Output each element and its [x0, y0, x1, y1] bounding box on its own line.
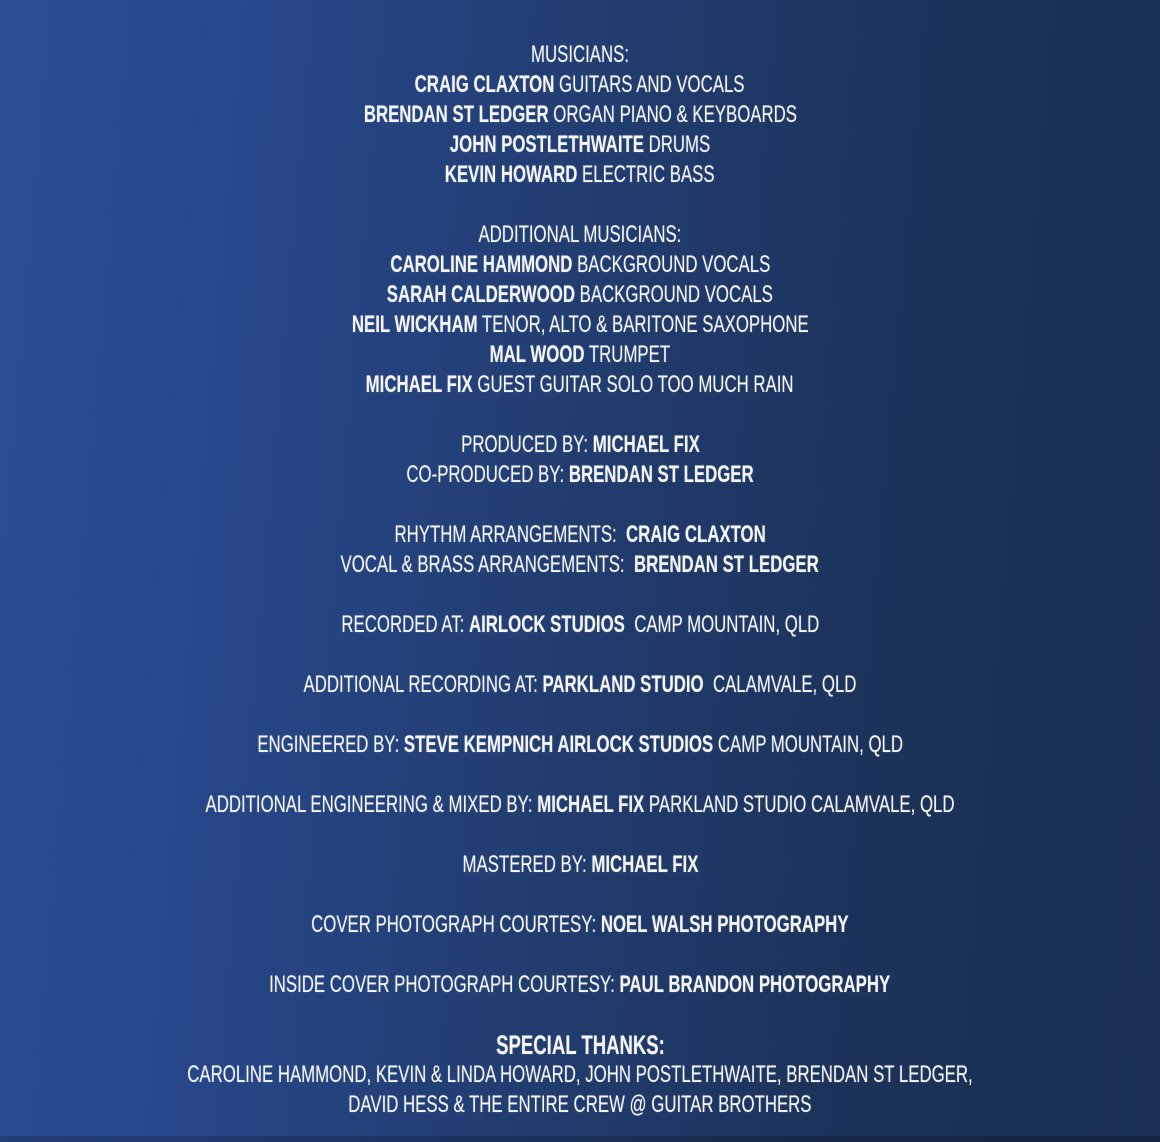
- credit-line: [0, 310, 1160, 340]
- credit-line-text: [406, 460, 753, 490]
- credit-line: [0, 1030, 1160, 1060]
- credit-role-segment: INSIDE COVER PHOTOGRAPH COURTESY:: [269, 971, 620, 998]
- credit-role-segment: MASTERED BY:: [462, 851, 591, 878]
- credits-section-producers: [0, 430, 1160, 490]
- credit-role-segment: GUEST GUITAR SOLO TOO MUCH RAIN: [473, 371, 794, 398]
- credit-role-segment: TRUMPET: [584, 341, 671, 368]
- credit-name-segment: BRENDAN ST LEDGER: [634, 551, 820, 578]
- credit-line-text: [363, 100, 796, 130]
- credit-line-text: [461, 430, 700, 460]
- credit-role-segment: GUITARS AND VOCALS: [554, 71, 745, 98]
- credit-name-segment: MICHAEL FIX: [590, 851, 698, 878]
- credit-line: [0, 70, 1160, 100]
- credits-section-mastered-by: [0, 850, 1160, 880]
- credit-role-segment: ADDITIONAL MUSICIANS:: [478, 221, 682, 248]
- credit-role-segment: PRODUCED BY:: [460, 431, 593, 458]
- credit-name-segment: MICHAEL FIX: [537, 791, 645, 818]
- credit-line: [0, 910, 1160, 940]
- credit-line-text: [257, 730, 903, 760]
- credit-line: [0, 1090, 1160, 1120]
- credit-line-text: [341, 610, 819, 640]
- credit-line-text: [390, 250, 770, 280]
- credit-name-segment: MICHAEL FIX: [366, 371, 474, 398]
- credit-line-text: [394, 520, 765, 550]
- credit-line: [0, 40, 1160, 70]
- credit-name-segment: NOEL WALSH PHOTOGRAPHY: [601, 911, 849, 938]
- credit-name-segment: PARKLAND STUDIO: [542, 671, 704, 698]
- credit-line-text: [462, 850, 698, 880]
- credit-line-text: [205, 790, 954, 820]
- credit-role-segment: BACKGROUND VOCALS: [572, 251, 770, 278]
- credit-line: [0, 850, 1160, 880]
- credit-line-text: [304, 670, 857, 700]
- credit-line-text: [445, 160, 715, 190]
- credit-role-segment: VOCAL & BRASS ARRANGEMENTS:: [340, 551, 635, 578]
- credit-role-segment: ENGINEERED BY:: [257, 731, 404, 758]
- credits-section-inside-cover-photograph: [0, 970, 1160, 1000]
- credit-name-segment: SARAH CALDERWOOD: [386, 281, 576, 308]
- credits-section-musicians: [0, 40, 1160, 190]
- credit-line: [0, 340, 1160, 370]
- credit-line: [0, 970, 1160, 1000]
- credit-line-text: [341, 550, 819, 580]
- credit-line: [0, 460, 1160, 490]
- credits-section-additional-engineering: [0, 790, 1160, 820]
- credit-role-segment: TENOR, ALTO & BARITONE SAXOPHONE: [477, 311, 809, 338]
- credit-line-text: [387, 280, 773, 310]
- credit-line: [0, 1060, 1160, 1090]
- credit-role-segment: CALAMVALE, QLD: [703, 671, 857, 698]
- credit-line-text: [348, 1090, 811, 1120]
- credit-line: [0, 280, 1160, 310]
- credit-role-segment: MUSICIANS:: [530, 41, 629, 68]
- credit-line-text: [352, 310, 809, 340]
- credit-line-text: [311, 910, 848, 940]
- credit-name-segment: MICHAEL FIX: [592, 431, 700, 458]
- credit-role-segment: DAVID HESS & THE ENTIRE CREW @ GUITAR BROTHERS: [348, 1091, 812, 1118]
- credit-line-text: [415, 70, 745, 100]
- credit-name-segment: PAUL BRANDON PHOTOGRAPHY: [619, 971, 891, 998]
- credit-role-segment: CAMP MOUNTAIN, QLD: [713, 731, 903, 758]
- credits-section-arrangements: [0, 520, 1160, 580]
- credit-line: [0, 670, 1160, 700]
- credit-name-segment: MAL WOOD: [489, 341, 585, 368]
- credit-role-segment: DRUMS: [643, 131, 711, 158]
- credit-line: [0, 100, 1160, 130]
- credit-name-segment: STEVE KEMPNICH AIRLOCK STUDIOS: [403, 731, 714, 758]
- credit-line: [0, 610, 1160, 640]
- credits-section-additional-musicians: [0, 220, 1160, 400]
- credit-line-text: [479, 220, 682, 250]
- credit-line: [0, 520, 1160, 550]
- credit-name-segment: AIRLOCK STUDIOS: [468, 611, 625, 638]
- credit-line-text: [366, 370, 794, 400]
- credit-name-segment: BRENDAN ST LEDGER: [363, 101, 549, 128]
- credit-role-segment: ELECTRIC BASS: [577, 161, 715, 188]
- credit-line-text: [531, 40, 629, 70]
- credit-role-segment: CAROLINE HAMMOND, KEVIN & LINDA HOWARD, JOHN POSTLETHWAITE, BRENDAN ST LEDGER,: [187, 1061, 973, 1088]
- credit-role-segment: COVER PHOTOGRAPH COURTESY:: [311, 911, 602, 938]
- credit-line-text: [187, 1060, 972, 1090]
- credit-line: [0, 160, 1160, 190]
- credit-name-segment: NEIL WICKHAM: [351, 311, 478, 338]
- credit-name-segment: SPECIAL THANKS:: [495, 1030, 665, 1060]
- credit-name-segment: CRAIG CLAXTON: [415, 71, 555, 98]
- credit-line: [0, 790, 1160, 820]
- credit-role-segment: RECORDED AT:: [341, 611, 469, 638]
- credit-line: [0, 550, 1160, 580]
- credit-line-text: [490, 340, 670, 370]
- credit-role-segment: CAMP MOUNTAIN, QLD: [624, 611, 819, 638]
- credit-line: [0, 430, 1160, 460]
- credit-role-segment: RHYTHM ARRANGEMENTS:: [394, 521, 626, 548]
- credit-role-segment: ORGAN PIANO & KEYBOARDS: [548, 101, 797, 128]
- credit-role-segment: BACKGROUND VOCALS: [575, 281, 774, 308]
- credit-role-segment: ADDITIONAL ENGINEERING & MIXED BY:: [205, 791, 538, 818]
- credits-section-recorded-at: [0, 610, 1160, 640]
- credits-section-special-thanks: [0, 1030, 1160, 1120]
- credits-section-engineered-by: [0, 730, 1160, 760]
- credit-name-segment: JOHN POSTLETHWAITE: [449, 131, 644, 158]
- credit-line-text: [496, 1030, 665, 1060]
- credit-name-segment: CAROLINE HAMMOND: [390, 251, 573, 278]
- credit-line-text: [269, 970, 890, 1000]
- credits-section-additional-recording: [0, 670, 1160, 700]
- credit-role-segment: ADDITIONAL RECORDING AT:: [303, 671, 543, 698]
- credit-role-segment: PARKLAND STUDIO CALAMVALE, QLD: [644, 791, 955, 818]
- credit-line: [0, 730, 1160, 760]
- credit-line: [0, 250, 1160, 280]
- credit-name-segment: BRENDAN ST LEDGER: [568, 461, 754, 488]
- credit-name-segment: CRAIG CLAXTON: [625, 521, 766, 548]
- credit-line: [0, 130, 1160, 160]
- credit-role-segment: CO-PRODUCED BY:: [406, 461, 569, 488]
- credit-name-segment: KEVIN HOWARD: [445, 161, 578, 188]
- credit-line-text: [450, 130, 710, 160]
- credits-section-cover-photograph: [0, 910, 1160, 940]
- credit-line: [0, 370, 1160, 400]
- credit-line: [0, 220, 1160, 250]
